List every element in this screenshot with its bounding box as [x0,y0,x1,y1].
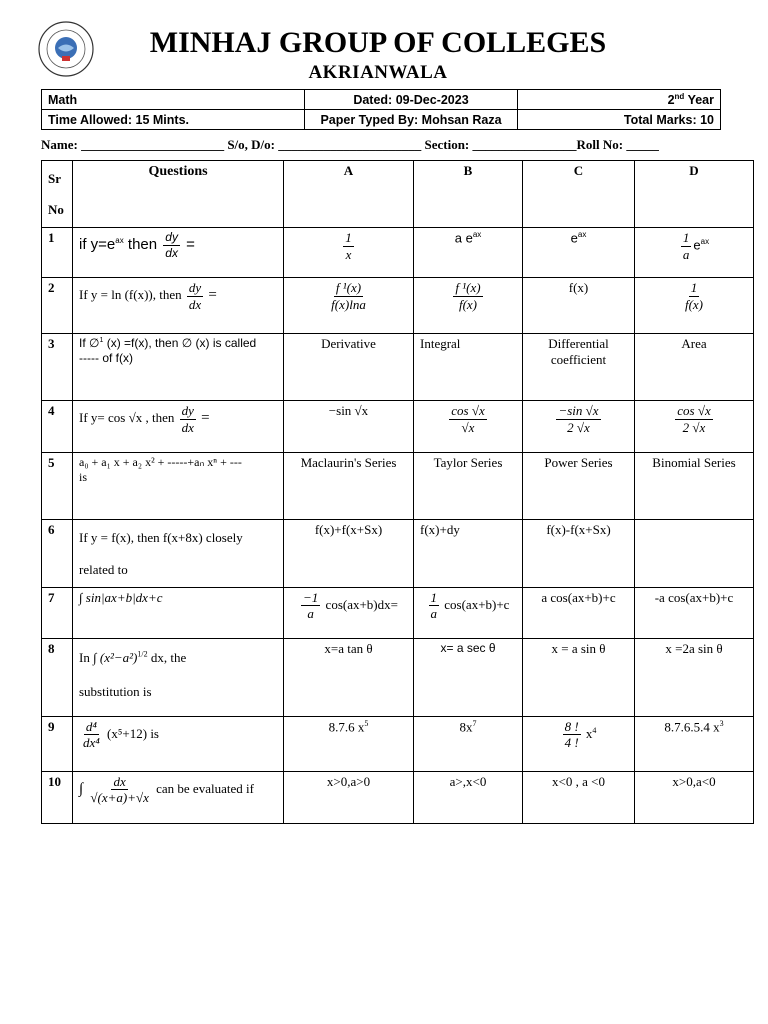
option-c: Differential coefficient [523,334,635,401]
option-b: Taylor Series [414,453,523,520]
option-d: $\frac{\cos √x}{2 √x}$ [635,401,754,453]
header-sr: Sr No [42,161,73,228]
paper-date: Dated: 09-Dec-2023 [305,90,518,110]
option-a: −sin √x [284,401,414,453]
option-c: $e^{ax}$ [523,228,635,278]
question-text: If y= cos √x , then $\frac{dy}{dx}$ = [73,401,284,453]
option-a: $\frac{-1}{a}$ cos(ax+b)dx= [284,587,414,638]
question-row-9 [42,716,754,771]
option-c: $\frac{8 !}{4 !}$ $x^4$ [523,716,635,771]
option-d: x>0,a<0 [635,771,754,823]
question-row-8 [42,638,754,716]
sr-no: 10 [42,771,73,823]
question-text: If y = f(x), then f(x+8x) closely related to [73,520,284,587]
question-row-7 [42,587,754,638]
option-b: $8x^7$ [414,716,523,771]
option-b: $\frac{\cos √x}{√x}$ [414,401,523,453]
question-row-4 [42,401,754,453]
question-text: a₀ + a₁ x + a₂ x² + -----+aₙ xⁿ + --- is [73,453,284,520]
paper-info-table [41,89,721,130]
sr-no: 1 [42,228,73,278]
option-b: f(x)+dy [414,520,523,587]
question-text: If y = ln (f(x)), then $\frac{dy}{dx}$ = [73,278,284,334]
sr-no: 5 [42,453,73,520]
year: 2nd Year [518,90,721,110]
option-c: x<0 , a <0 [523,771,635,823]
sr-no: 7 [42,587,73,638]
question-text: ∫ sin|ax+b|dx+c [73,587,284,638]
option-b: $\frac{1}{a}$ cos(ax+b)+c [414,587,523,638]
question-text: $\frac{\text{d⁴}}{\text{dx⁴}}$ (x⁵+12) is [73,716,284,771]
mcq-table [41,160,754,824]
option-d: Area [635,334,754,401]
option-d: x =2a sin θ [635,638,754,716]
header-a: A [284,161,414,228]
subject: Math [42,90,305,110]
option-b: a $e^{ax}$ [414,228,523,278]
option-c: f(x)-f(x+Sx) [523,520,635,587]
question-row-5 [42,453,754,520]
option-c: a cos(ax+b)+c [523,587,635,638]
sr-no: 3 [42,334,73,401]
college-city: AKRIANWALA [308,62,448,83]
total-marks: Total Marks: 10 [518,110,721,130]
question-row-2 [42,278,754,334]
option-d: -a cos(ax+b)+c [635,587,754,638]
option-a: Derivative [284,334,414,401]
question-row-3 [42,334,754,401]
option-c: f(x) [523,278,635,334]
option-c: Power Series [523,453,635,520]
time-allowed: Time Allowed: 15 Mints. [42,110,305,130]
option-a: Maclaurin's Series [284,453,414,520]
question-row-10 [42,771,754,823]
option-b: a>,x<0 [414,771,523,823]
header-b: B [414,161,523,228]
header-questions: Questions [73,161,284,228]
sr-no: 8 [42,638,73,716]
typed-by: Paper Typed By: Mohsan Raza [305,110,518,130]
option-b: Integral [414,334,523,401]
question-row-1 [42,228,754,278]
header-c: C [523,161,635,228]
option-b: $\frac{\text{f ¹(x)}}{f(x)}$ [414,278,523,334]
option-c: $\frac{-\sin √x}{2 √x}$ [523,401,635,453]
sr-no: 2 [42,278,73,334]
header-d: D [635,161,754,228]
question-row-6 [42,520,754,587]
option-a: $\frac{1}{x}$ [284,228,414,278]
option-d: $\frac{1}{f(x)}$ [635,278,754,334]
sr-no: 4 [42,401,73,453]
sr-no: 9 [42,716,73,771]
option-d: Binomial Series [635,453,754,520]
question-text: if $y=e^{ax}$ then $\frac{dy}{dx}$ = [73,228,284,278]
question-text: ∫ $\frac{dx}{√(x+a)+√x}$ can be evaluated if [73,771,284,823]
question-text: In ∫ $(x^2-a^2)^{1/2}$ dx, the substitution is [73,638,284,716]
header-row [42,161,754,228]
option-a: $\frac{\text{f ¹(x)}}{f(x)\ln a}$ [284,278,414,334]
college-name: MINHAJ GROUP OF COLLEGES [149,26,607,59]
option-d [635,520,754,587]
option-a: f(x)+f(x+Sx) [284,520,414,587]
option-a: 8.7.6 $x^5$ [284,716,414,771]
sr-no: 6 [42,520,73,587]
option-a: x>0,a>0 [284,771,414,823]
option-b: x= a sec θ [414,638,523,716]
option-c: x = a sin θ [523,638,635,716]
option-d: 8.7.6.5.4 $x^3$ [635,716,754,771]
option-a: x=a tan θ [284,638,414,716]
question-text: If ∅$^1$ (x) =f(x), then ∅ (x) is called ----- of f(x) [73,334,284,401]
student-info-line: Name: ______________________ S/o, D/o: ______________________ Section: ________________Roll No: _____ [41,137,659,152]
option-d: $\frac{1}{a}$ $e^{ax}$ [635,228,754,278]
